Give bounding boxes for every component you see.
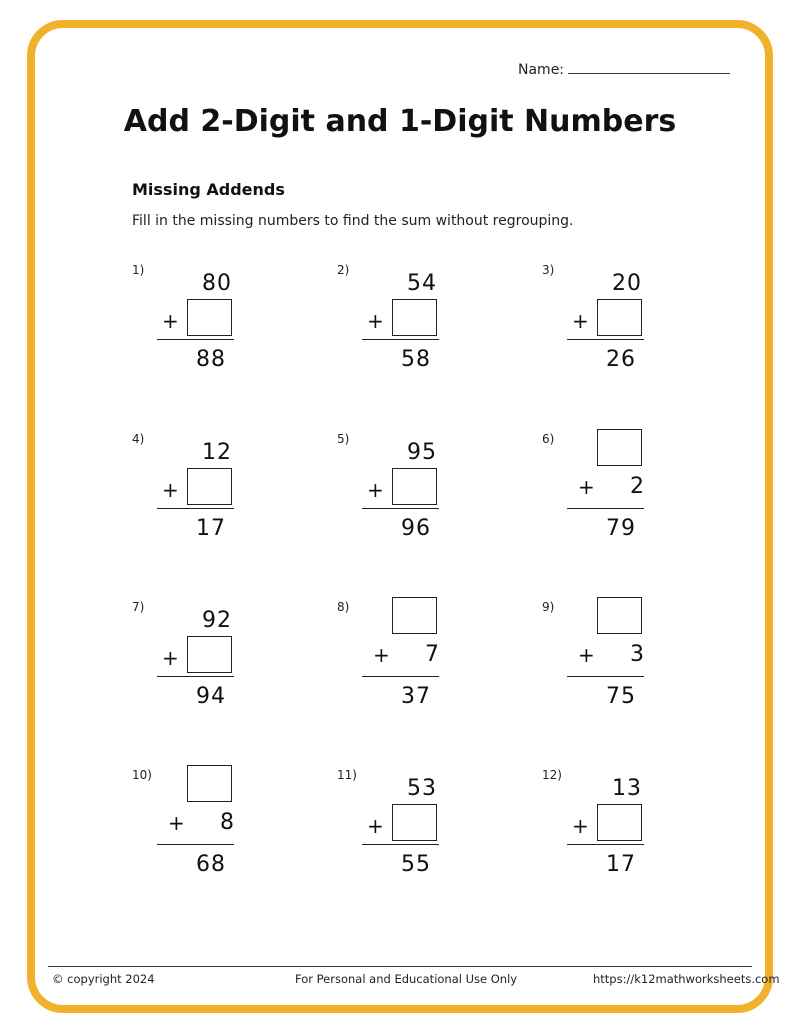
first-addend: 80 bbox=[202, 271, 232, 296]
name-field[interactable] bbox=[518, 62, 730, 78]
problem-number: 9) bbox=[542, 600, 555, 614]
problem-number: 6) bbox=[542, 432, 555, 446]
missing-addend-box[interactable] bbox=[392, 804, 437, 841]
missing-addend-box[interactable] bbox=[392, 468, 437, 505]
sum-rule bbox=[157, 508, 234, 509]
problem-11 bbox=[337, 768, 467, 898]
plus-sign: + bbox=[162, 646, 179, 670]
sum-value: 17 bbox=[606, 852, 636, 877]
problem-number: 3) bbox=[542, 263, 555, 277]
missing-addend-box[interactable] bbox=[187, 765, 232, 802]
footer-usage: For Personal and Educational Use Only bbox=[295, 972, 518, 986]
problem-3 bbox=[542, 263, 672, 393]
problem-2 bbox=[337, 263, 467, 393]
second-addend: 8 bbox=[220, 810, 234, 835]
problem-number: 1) bbox=[132, 263, 145, 277]
sum-rule bbox=[362, 676, 439, 677]
problem-number: 10) bbox=[132, 768, 152, 782]
problem-number: 5) bbox=[337, 432, 350, 446]
problem-number: 2) bbox=[337, 263, 350, 277]
missing-addend-box[interactable] bbox=[187, 468, 232, 505]
sum-rule bbox=[157, 339, 234, 340]
first-addend: 53 bbox=[407, 776, 437, 801]
problem-number: 8) bbox=[337, 600, 350, 614]
problem-number: 11) bbox=[337, 768, 357, 782]
problem-5 bbox=[337, 432, 467, 562]
worksheet-title: Add 2-Digit and 1-Digit Numbers bbox=[123, 104, 677, 139]
plus-sign: + bbox=[367, 309, 384, 333]
second-addend: 3 bbox=[630, 642, 644, 667]
first-addend: 54 bbox=[407, 271, 437, 296]
problem-4 bbox=[132, 432, 262, 562]
problem-number: 12) bbox=[542, 768, 562, 782]
sum-value: 75 bbox=[606, 684, 636, 709]
problem-8 bbox=[337, 600, 467, 730]
problem-1 bbox=[132, 263, 262, 393]
sum-value: 26 bbox=[606, 347, 636, 372]
plus-sign: + bbox=[367, 478, 384, 502]
missing-addend-box[interactable] bbox=[597, 597, 642, 634]
missing-addend-box[interactable] bbox=[597, 804, 642, 841]
plus-sign: + bbox=[367, 814, 384, 838]
first-addend: 12 bbox=[202, 440, 232, 465]
sum-rule bbox=[567, 508, 644, 509]
sum-value: 17 bbox=[196, 516, 226, 541]
problem-10 bbox=[132, 768, 262, 898]
plus-sign: + bbox=[578, 643, 595, 667]
plus-sign: + bbox=[162, 478, 179, 502]
sum-rule bbox=[157, 844, 234, 845]
sum-rule bbox=[157, 676, 234, 677]
problem-number: 4) bbox=[132, 432, 145, 446]
sum-rule bbox=[567, 676, 644, 677]
problem-7 bbox=[132, 600, 262, 730]
sum-rule bbox=[362, 339, 439, 340]
plus-sign: + bbox=[162, 309, 179, 333]
missing-addend-box[interactable] bbox=[392, 299, 437, 336]
problem-12 bbox=[542, 768, 672, 898]
second-addend: 7 bbox=[425, 642, 439, 667]
name-label: Name: bbox=[518, 62, 565, 78]
problem-6 bbox=[542, 432, 672, 562]
problem-number: 7) bbox=[132, 600, 145, 614]
footer-divider bbox=[48, 966, 752, 967]
section-title: Missing Addends bbox=[132, 180, 285, 199]
plus-sign: + bbox=[572, 309, 589, 333]
first-addend: 95 bbox=[407, 440, 437, 465]
sum-value: 68 bbox=[196, 852, 226, 877]
sum-rule bbox=[567, 844, 644, 845]
name-blank[interactable] bbox=[568, 73, 730, 74]
sum-rule bbox=[362, 508, 439, 509]
plus-sign: + bbox=[373, 643, 390, 667]
plus-sign: + bbox=[572, 814, 589, 838]
sum-value: 55 bbox=[401, 852, 431, 877]
sum-value: 79 bbox=[606, 516, 636, 541]
first-addend: 20 bbox=[612, 271, 642, 296]
sum-rule bbox=[567, 339, 644, 340]
missing-addend-box[interactable] bbox=[597, 299, 642, 336]
missing-addend-box[interactable] bbox=[597, 429, 642, 466]
first-addend: 13 bbox=[612, 776, 642, 801]
first-addend: 92 bbox=[202, 608, 232, 633]
problem-9 bbox=[542, 600, 672, 730]
sum-value: 96 bbox=[401, 516, 431, 541]
sum-value: 58 bbox=[401, 347, 431, 372]
sum-rule bbox=[362, 844, 439, 845]
plus-sign: + bbox=[168, 811, 185, 835]
footer-url[interactable]: https://k12mathworksheets.com bbox=[593, 972, 780, 986]
missing-addend-box[interactable] bbox=[392, 597, 437, 634]
sum-value: 37 bbox=[401, 684, 431, 709]
missing-addend-box[interactable] bbox=[187, 299, 232, 336]
second-addend: 2 bbox=[630, 474, 644, 499]
missing-addend-box[interactable] bbox=[187, 636, 232, 673]
sum-value: 94 bbox=[196, 684, 226, 709]
plus-sign: + bbox=[578, 475, 595, 499]
footer-copyright: © copyright 2024 bbox=[52, 972, 155, 986]
instructions: Fill in the missing numbers to find the sum without regrouping. bbox=[132, 213, 574, 229]
sum-value: 88 bbox=[196, 347, 226, 372]
